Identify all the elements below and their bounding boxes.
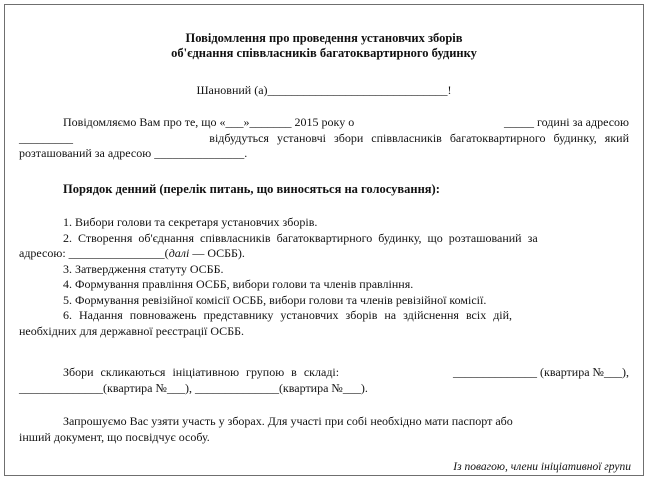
agenda-item-2-continued [19, 246, 629, 262]
document-title [5, 31, 643, 61]
title-line-2: об'єднання співвласників багатоквартирного будинку [171, 46, 477, 60]
agenda-item-5: 5. Формування ревізійної комісії ОСББ, вибори голови та членів ревізійної комісії. [63, 292, 487, 307]
agenda-item-4: 4. Формування правління ОСББ, вибори голови та членів правління. [63, 277, 414, 291]
agenda-item-3: 3. Затвердження статуту ОСББ. [63, 261, 224, 276]
invite-paragraph [19, 414, 629, 445]
agenda-item-1: 1. Вибори голови та секретаря установчих зборів. [63, 215, 318, 229]
intro-line-1-left: Повідомляємо Вам про те, що «___»_______ 2015 року о [63, 115, 355, 129]
intro-line-2-text: відбудуться установчі збори співвласників багатоквартирного будинку, який [209, 130, 629, 145]
agenda-item-2-address: адресою: ________________( [19, 246, 169, 260]
intro-line-2 [19, 131, 629, 147]
intro-line-1 [19, 115, 629, 131]
intro-line-3: розташований за адресою _______________. [19, 146, 248, 160]
agenda-list [19, 215, 629, 339]
greeting-line: Шановний (а)______________________________! [196, 83, 452, 97]
intro-line-1-right: _____ годині за адресою [504, 115, 629, 129]
convened-line-1 [19, 365, 629, 381]
agenda-item-2-suffix: — ОСББ). [189, 246, 245, 260]
intro-line-2-blank: _________ [19, 130, 73, 145]
agenda-item-2: 2. Створення об'єднання співвласників багатоквартирного будинку, що розташований за [63, 230, 538, 245]
convened-paragraph [19, 365, 629, 396]
intro-paragraph [19, 115, 629, 162]
invite-line-1: Запрошуємо Вас узяти участь у зборах. Для участі при собі необхідно мати паспорт або [63, 414, 513, 428]
convened-line-1-left: Збори скликаються ініціативною групою в складі: [63, 365, 340, 379]
agenda-item-6: 6. Надання повноважень представнику установчих зборів на здійснення всіх дій, [63, 308, 513, 322]
invite-line-2: інший документ, що посвідчує особу. [19, 429, 210, 444]
convened-line-1-right: ______________ (квартира №___), [453, 365, 629, 379]
notice-document [4, 4, 644, 476]
title-line-1: Повідомлення про проведення установчих зборів [185, 31, 463, 45]
agenda-item-6-continued: необхідних для державної реєстрації ОСББ. [19, 323, 244, 338]
agenda-heading: Порядок денний (перелік питань, що виносяться на голосування): [63, 182, 440, 196]
agenda-item-2-italic: далі [168, 246, 190, 260]
convened-line-2: ______________(квартира №___), ______________(квартира №___). [19, 380, 368, 395]
signature-line: Із повагою, члени ініціативної групи [453, 461, 631, 473]
